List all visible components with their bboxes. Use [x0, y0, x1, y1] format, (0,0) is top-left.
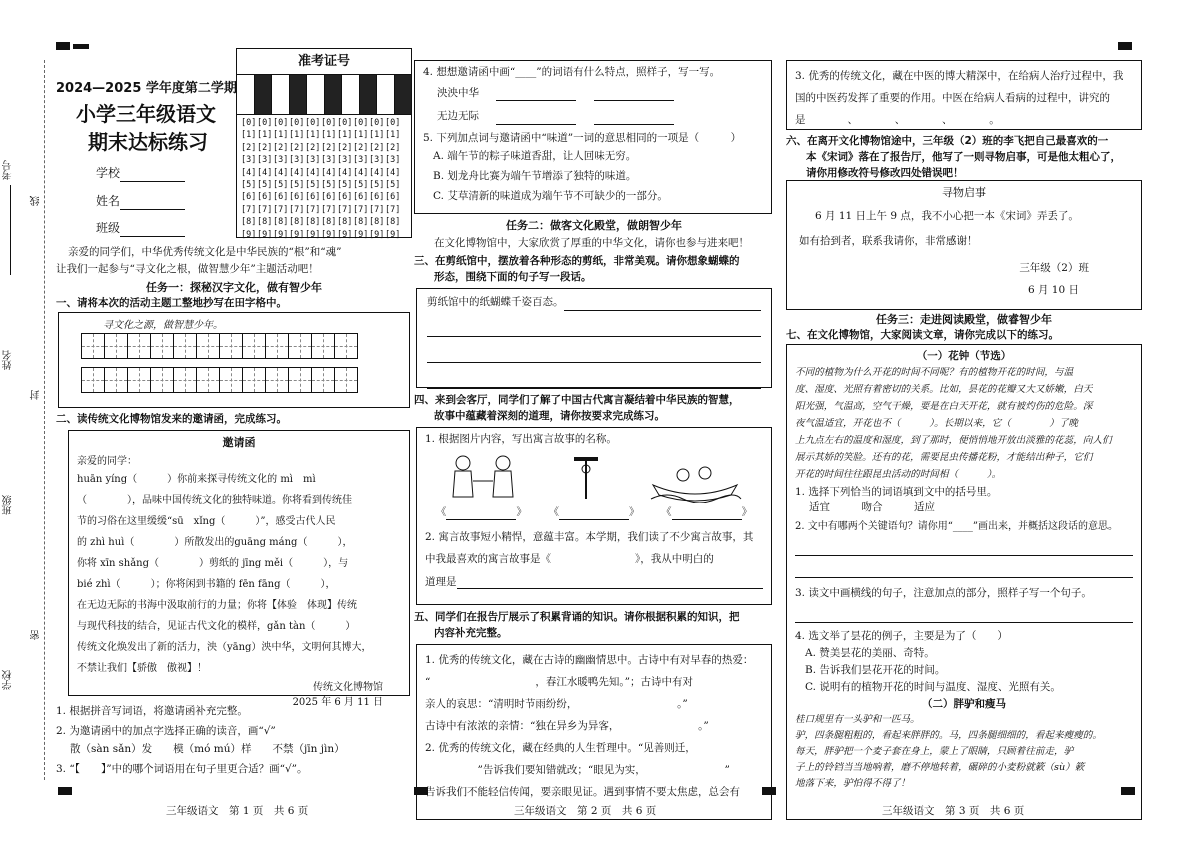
r2-answer-line[interactable]	[795, 562, 1133, 578]
admission-digit-cell[interactable]: [6]	[337, 192, 353, 203]
lost-notice-box[interactable]	[786, 180, 1142, 310]
q6-heading-c: 请你用修改符号修改四处错误吧！	[806, 167, 964, 179]
school-input[interactable]	[120, 170, 185, 182]
q3-start-sentence: 剪纸馆中的纸蝴蝶千姿百态。	[427, 296, 564, 308]
admission-digit-cell[interactable]: [4]	[385, 167, 401, 178]
tianzige-cell[interactable]	[150, 367, 174, 393]
admission-digit-cell[interactable]: [9]	[337, 229, 353, 240]
invitation-body	[77, 469, 401, 679]
admission-digit-cell[interactable]: [4]	[273, 167, 289, 178]
q3-medicine-c[interactable]: 是 、 、 、 。	[795, 114, 1000, 126]
side-label-kaohao: 考号	[3, 160, 14, 180]
passage1-line: 度、湿度、光照有着密切的关系。比如，昙花的花瓣又大又娇嫩，白天	[795, 384, 1093, 396]
r3-answer-line[interactable]	[795, 607, 1133, 623]
admission-digit-cell[interactable]: [6]	[241, 192, 257, 203]
field-school: 学校	[96, 165, 185, 182]
q4-example-b: 无边无际	[437, 110, 479, 123]
admission-digit-cell[interactable]: [7]	[257, 204, 273, 215]
invitation-line: 传统文化焕发出了新的活力，泱（yāng）泱中华，文明何其博大，	[77, 642, 372, 654]
side-label-banji: 班级	[3, 495, 14, 515]
q5b-1b[interactable]: “ ，春江水暖鸭先知。”；古诗中有对	[425, 676, 693, 688]
admission-digit-cell[interactable]: [6]	[257, 192, 273, 203]
tianzige-cell[interactable]	[150, 333, 174, 359]
admission-number-title: 准考证号	[237, 49, 411, 75]
q6-heading-a: 六、在离开文化博物馆途中，三年级（2）班的李飞把自己最喜欢的一	[786, 135, 1109, 147]
tianzige-cell[interactable]	[196, 333, 220, 359]
admission-digit-cell[interactable]: [3]	[385, 155, 401, 166]
admission-digit-cell[interactable]: [2]	[257, 142, 273, 153]
q3-heading-a: 三、在剪纸馆中，摆放着各种形态的剪纸，非常美观。请你想象蝴蝶的	[414, 255, 740, 267]
passage2-body	[795, 712, 1133, 792]
admission-digit-cell[interactable]: [7]	[369, 204, 385, 215]
admission-digit-cell[interactable]: [7]	[241, 204, 257, 215]
admission-digit-cell[interactable]: [1]	[289, 130, 305, 141]
admission-digit-cell[interactable]: [0]	[353, 118, 369, 128]
admission-digit-cell[interactable]: [8]	[241, 217, 257, 228]
admission-digit-cell[interactable]: [2]	[337, 142, 353, 153]
admission-digit-cell[interactable]: [4]	[305, 167, 321, 178]
admission-digit-cell[interactable]: [2]	[273, 142, 289, 153]
side-label-feng: 封	[31, 390, 42, 400]
admission-digit-cell[interactable]: [7]	[337, 204, 353, 215]
tianzige-cell[interactable]	[81, 333, 105, 359]
passage2-line: 驴，四条腿粗粗的，看起来胖胖的。马，四条腿细细的，看起来瘦瘦的。	[795, 729, 1102, 741]
admission-digit-cell[interactable]: [5]	[337, 180, 353, 191]
passage1-line: 阳光强，气温高，空气干燥，要是在白天开花，就有被灼伤的危险。深	[795, 401, 1093, 413]
tianzige-cell[interactable]	[288, 333, 312, 359]
q3-medicine-b: 国的中医药发挥了重要的作用。中医在给病人看病的过程中，讲究的	[795, 92, 1110, 104]
admission-digit-cell[interactable]: [6]	[305, 192, 321, 203]
invitation-line: 与现代科技的结合，见证古代文化的模样，gǎn tàn（ ）	[77, 621, 356, 633]
r4-options[interactable]	[805, 645, 1133, 696]
notice-title: 寻物启事	[942, 186, 986, 199]
admission-digit-cell[interactable]: [7]	[273, 204, 289, 215]
tianzige-cell[interactable]	[334, 333, 358, 359]
tianzige-cell[interactable]	[311, 367, 335, 393]
admission-digit-cell[interactable]: [6]	[273, 192, 289, 203]
q4b-sub2c: 道理是	[425, 575, 457, 588]
task2-heading: 任务二：做客文化殿堂，做朗智少年	[506, 219, 682, 232]
admission-digit-cell[interactable]: [9]	[289, 229, 305, 240]
field-class: 班级	[96, 220, 185, 237]
page3-footer: 三年级语文 第 3 页 共 6 页	[882, 804, 1025, 817]
admission-digit-cell[interactable]: [9]	[241, 229, 257, 240]
q2-sub2-items[interactable]: 散（sàn sǎn）发 模（mó mú）样 不禁（jīn jìn）	[70, 743, 345, 755]
tianzige-cell[interactable]	[104, 333, 128, 359]
page2-footer: 三年级语文 第 2 页 共 6 页	[514, 804, 657, 817]
invitation-greeting: 亲爱的同学：	[77, 455, 137, 467]
tianzige-cell[interactable]	[219, 333, 243, 359]
admission-digit-cell[interactable]: [5]	[353, 180, 369, 191]
q5-option: A. 端午节的粽子味道香甜，让人回味无穷。	[433, 149, 637, 162]
binding-strip	[0, 100, 48, 720]
q5b-box	[416, 644, 772, 820]
admission-digit-cell[interactable]: [4]	[289, 167, 305, 178]
tianzige-box	[58, 312, 410, 408]
invitation-line: 你将 xīn shǎng（ ）剪纸的 jīng měi（ ），与	[77, 558, 349, 570]
fable-pictures	[425, 451, 763, 503]
admission-digit-cell[interactable]: [5]	[241, 180, 257, 191]
admission-digit-cell[interactable]: [3]	[257, 155, 273, 166]
tianzige-cell[interactable]	[219, 367, 243, 393]
tianzige-cell[interactable]	[196, 367, 220, 393]
invitation-line: 节的习俗在这里缓缓“sū xǐng（ ）”，感受古代人民	[77, 516, 336, 528]
passage1-body	[795, 364, 1133, 483]
admission-digit-cell[interactable]: [9]	[273, 229, 289, 240]
admission-digit-cell[interactable]: [7]	[289, 204, 305, 215]
admission-digit-cell[interactable]: [7]	[385, 204, 401, 215]
invitation-line: 在无边无际的书海中汲取前行的力量；你将【体验 体现】传统	[77, 600, 357, 612]
admission-digit-cell[interactable]: [4]	[257, 167, 273, 178]
r3: 3. 读文中画横线的句子，注意加点的部分，照样子写一个句子。	[795, 587, 1092, 600]
admission-digit-cell[interactable]: [2]	[289, 142, 305, 153]
admission-digit-cell[interactable]: [3]	[289, 155, 305, 166]
passage1-line: 开花的时间往往跟昆虫活动的时间相（ ）。	[795, 469, 1002, 481]
admission-digit-cell[interactable]: [2]	[321, 142, 337, 153]
r4-option: A. 赞美昙花的美丽、奇特。	[805, 646, 935, 659]
admission-digit-cell[interactable]: [1]	[305, 130, 321, 141]
q4-answer[interactable]	[594, 89, 674, 101]
admission-digit-cell[interactable]: [3]	[273, 155, 289, 166]
admission-digit-cell[interactable]: [3]	[353, 155, 369, 166]
tianzige-row[interactable]	[81, 367, 357, 393]
q5b-1a: 1. 优秀的传统文化，藏在古诗的幽幽情思中。古诗中有对早春的热爱：	[425, 654, 754, 666]
q2-sub3: 3. “【 】”中的哪个词语用在句子里更合适？画“√”。	[56, 763, 308, 775]
notice-line1: 6 月 11 日上午 9 点，我不小心把一本《宋词》弄丢了。	[815, 209, 1079, 222]
admission-digit-cell[interactable]: [8]	[369, 217, 385, 228]
admission-digit-cell[interactable]: [8]	[305, 217, 321, 228]
q4b-heading-a: 四、来到会客厅，同学们了解了中国古代寓言凝结着中华民族的智慧，	[414, 394, 740, 406]
q5b-2b[interactable]: ”告诉我们要知错就改；“眼见为实， ”	[425, 764, 730, 776]
admission-digit-cell[interactable]: [0]	[369, 118, 385, 128]
tianzige-cell[interactable]	[288, 367, 312, 393]
q4-answer[interactable]	[496, 89, 576, 101]
admission-digit-cell[interactable]: [5]	[321, 180, 337, 191]
fable-name-blanks[interactable]: 《 》 《 》 《 》	[425, 505, 763, 520]
r4-option: B. 告诉我们昙花开花的时间。	[805, 663, 946, 676]
fable-picture-3	[647, 451, 743, 503]
admission-digit-cell[interactable]: [2]	[241, 142, 257, 153]
admission-digit-cell[interactable]: [1]	[257, 130, 273, 141]
task3-heading: 任务三：走进阅读殿堂，做睿智少年	[876, 313, 1052, 326]
admission-digit-cell[interactable]: [6]	[321, 192, 337, 203]
admission-digit-cell[interactable]: [5]	[289, 180, 305, 191]
admission-digit-cell[interactable]: [5]	[369, 180, 385, 191]
admission-digit-cell[interactable]: [9]	[257, 229, 273, 240]
page1-footer: 三年级语文 第 1 页 共 6 页	[166, 804, 309, 817]
admission-digit-grid[interactable]	[237, 115, 411, 243]
admission-digit-cell[interactable]: [7]	[321, 204, 337, 215]
fable-picture-2	[566, 451, 606, 503]
tianzige-cell[interactable]	[265, 367, 289, 393]
admission-digit-cell[interactable]: [4]	[369, 167, 385, 178]
admission-digit-cell[interactable]: [9]	[385, 229, 401, 240]
admission-digit-cell[interactable]: [8]	[385, 217, 401, 228]
admission-digit-cell[interactable]: [1]	[241, 130, 257, 141]
admission-digit-cell[interactable]: [4]	[353, 167, 369, 178]
admission-digit-cell[interactable]: [9]	[305, 229, 321, 240]
admission-digit-cell[interactable]: [1]	[353, 130, 369, 141]
admission-digit-cell[interactable]: [6]	[289, 192, 305, 203]
side-label-mi: 密	[31, 630, 42, 640]
invitation-title: 邀请函	[222, 436, 256, 449]
q4-example-a: 泱泱中华	[437, 87, 479, 100]
admission-digit-cell[interactable]: [5]	[273, 180, 289, 191]
admission-digit-cell[interactable]: [2]	[353, 142, 369, 153]
admission-digit-cell[interactable]: [8]	[321, 217, 337, 228]
tianzige-cell[interactable]	[334, 367, 358, 393]
admission-digit-cell[interactable]: [9]	[369, 229, 385, 240]
admission-digit-cell[interactable]: [8]	[273, 217, 289, 228]
r4: 4. 选文举了昙花的例子，主要是为了（ ）	[795, 630, 1008, 643]
q4-answer[interactable]	[594, 113, 674, 125]
admission-digit-cell[interactable]: [0]	[337, 118, 353, 128]
admission-digit-cell[interactable]: [4]	[321, 167, 337, 178]
tianzige-cell[interactable]	[173, 333, 197, 359]
q1-copy-text: 寻文化之源，做智慧少年。	[103, 320, 223, 331]
q7-heading: 七、在文化博物馆，大家阅读文章，请你完成以下的练习。	[786, 329, 1059, 341]
q3-writing-box[interactable]	[416, 288, 772, 388]
invitation-line: huān yíng（ ）你前来探寻传统文化的 mì mì	[77, 474, 316, 486]
admission-digit-cell[interactable]: [8]	[337, 217, 353, 228]
q5-option: C. 艾草清新的味道成为端午节不可缺少的一部分。	[433, 189, 668, 202]
admission-digit-cell[interactable]: [1]	[321, 130, 337, 141]
side-label-xian: 线	[31, 196, 42, 206]
tianzige-cell[interactable]	[127, 367, 151, 393]
fable-picture-1	[445, 451, 525, 503]
passage1-line: 上九点左右的温度和湿度，到了那时，便悄悄地开放出淡雅的花蕊，向人们	[795, 435, 1112, 447]
admission-digit-cell[interactable]: [9]	[353, 229, 369, 240]
admission-digit-cell[interactable]: [0]	[241, 118, 257, 128]
q4-q5-box	[414, 60, 772, 214]
q4b-box	[416, 427, 772, 605]
q5b-1c[interactable]: 亲人的哀思：“清明时节雨纷纷， 。”	[425, 698, 688, 710]
r2-answer-line[interactable]	[795, 540, 1133, 556]
admission-digit-cell[interactable]: [8]	[257, 217, 273, 228]
admission-digit-cell[interactable]: [3]	[305, 155, 321, 166]
q5-text: 5. 下列加点词与邀请函中“味道”一词的意思相同的一项是（ ）	[423, 131, 742, 144]
admission-number-box	[236, 48, 412, 238]
tianzige-cell[interactable]	[242, 367, 266, 393]
q2-sub2: 2. 为邀请函中的加点字选择正确的读音，画“√”	[56, 725, 276, 737]
title-line2: 期末达标练习	[88, 130, 208, 154]
invitation-box	[68, 430, 410, 708]
intro-line1: 亲爱的同学们，中华优秀传统文化是中华民族的“根”和“魂”	[68, 246, 342, 258]
q4b-sub2b[interactable]: 中我最喜欢的寓言故事是《 》，我从中明白的	[425, 552, 714, 565]
passage2-title: （二）胖驴和瘦马	[922, 697, 1006, 710]
admission-digit-cell[interactable]: [0]	[321, 118, 337, 128]
r4-option: C. 说明有的植物开花的时间与温度、湿度、光照有关。	[805, 680, 1061, 693]
page-3	[786, 40, 1142, 825]
title-line1: 小学三年级语文	[76, 102, 216, 126]
admission-digit-cell[interactable]: [0]	[289, 118, 305, 128]
reading-box	[786, 344, 1142, 820]
admission-digit-cell[interactable]: [2]	[305, 142, 321, 153]
tianzige-cell[interactable]	[311, 333, 335, 359]
q4-answer[interactable]	[496, 113, 576, 125]
q3-medicine-a: 3. 优秀的传统文化，藏在中医的博大精深中，在给病人治疗过程中，我	[795, 70, 1124, 82]
admission-digit-cell[interactable]: [5]	[257, 180, 273, 191]
invitation-date: 2025 年 6 月 11 日	[292, 696, 383, 708]
q2-sub1: 1. 根据拼音写词语，将邀请函补充完整。	[56, 705, 248, 717]
tianzige-cell[interactable]	[81, 367, 105, 393]
passage2-line: 地落下来，驴怕得不得了！	[795, 777, 911, 789]
q4b-heading-b: 故事中蕴藏着深刻的道理，请你按要求完成练习。	[434, 410, 665, 422]
admission-digit-cell[interactable]: [3]	[321, 155, 337, 166]
notice-line2: 如有拾到者，联系我请你，非常感谢！	[799, 235, 978, 248]
invitation-line: （ ），品味中国传统文化的独特味道。你将看到传统佳	[77, 495, 352, 507]
admission-digit-cell[interactable]: [8]	[289, 217, 305, 228]
invitation-sign: 传统文化博物馆	[313, 682, 383, 694]
fold-line	[44, 60, 45, 780]
intro-line2: 让我们一起参与“寻文化之根，做智慧少年”主题活动吧！	[56, 263, 319, 275]
notice-date: 6 月 10 日	[1027, 283, 1079, 296]
admission-digit-cell[interactable]: [2]	[385, 142, 401, 153]
tianzige-cell[interactable]	[265, 333, 289, 359]
admission-digit-cell[interactable]: [8]	[353, 217, 369, 228]
passage1-title: （一）花钟（节选）	[916, 350, 1012, 362]
passage2-line: 桂口规里有一头驴和一匹马。	[795, 713, 920, 725]
page-1	[56, 40, 412, 825]
q5-option: B. 划龙舟比赛为端午节增添了独特的味道。	[433, 169, 637, 182]
tianzige-cell[interactable]	[127, 333, 151, 359]
admission-digit-cell[interactable]: [0]	[385, 118, 401, 128]
admission-digit-cell[interactable]: [3]	[369, 155, 385, 166]
admission-digit-cell[interactable]: [0]	[257, 118, 273, 128]
admission-digit-cell[interactable]: [6]	[353, 192, 369, 203]
admission-digit-cell[interactable]: [0]	[273, 118, 289, 128]
q6-heading-b: 本《宋词》落在了报告厅，他写了一则寻物启事，可是他太粗心了，	[806, 151, 1121, 163]
q5b-2a[interactable]: 2. 优秀的传统文化，藏在经典的人生哲理中。“见善则迁，	[425, 742, 754, 754]
q4-text: 4. 想想邀请函中画“____”的词语有什么特点，照样子，写一写。	[423, 66, 721, 78]
r1-words: 适宜 吻合 适应	[809, 501, 935, 514]
r2: 2. 文中有哪两个关键语句？请你用“____”画出来，并概括这段话的意思。	[795, 520, 1118, 532]
page-2	[414, 40, 774, 825]
admission-digit-cell[interactable]: [5]	[385, 180, 401, 191]
q4b-sub2a: 2. 寓言故事短小精悍，意蕴丰富。本学期，我们读了不少寓言故事，其	[425, 531, 754, 544]
q2-heading: 二、读传统文化博物馆发来的邀请函，完成练习。	[56, 413, 287, 425]
admission-digit-cell[interactable]: [3]	[241, 155, 257, 166]
admission-header-stripes	[237, 75, 411, 115]
admission-digit-cell[interactable]: [5]	[305, 180, 321, 191]
invitation-line: 不禁让我们【骄傲 傲视】！	[77, 663, 207, 675]
side-line	[10, 185, 11, 275]
field-name: 姓名	[96, 193, 185, 210]
admission-digit-cell[interactable]: [0]	[305, 118, 321, 128]
admission-digit-cell[interactable]: [4]	[337, 167, 353, 178]
q5b-1d[interactable]: 古诗中有浓浓的亲情：“独在异乡为异客， 。”	[425, 720, 709, 732]
q4b-sub1: 1. 根据图片内容，写出寓言故事的名称。	[425, 433, 617, 445]
q5b-2c: 告诉我们不能轻信传闻，要亲眼见证。遇到事情不要太焦虑，总会有	[425, 786, 740, 798]
admission-digit-cell[interactable]: [3]	[337, 155, 353, 166]
year-term: 2024—2025 学年度第二学期	[56, 81, 237, 96]
invitation-line: bié zhì（ ）；你将闲到书籍的 fēn fāng（ ），	[77, 579, 336, 591]
q1-heading: 一、请将本次的活动主题工整地抄写在田字格中。	[56, 297, 287, 309]
passage1-line: 夜气温适宜，开花也不（ ）。长期以来，它（ ）了晚	[795, 418, 1079, 430]
admission-digit-cell[interactable]: [7]	[305, 204, 321, 215]
q5b-heading-a: 五、同学们在报告厅展示了积累背诵的知识。请你根据积累的知识，把	[414, 611, 740, 623]
name-input[interactable]	[120, 198, 185, 210]
admission-digit-cell[interactable]: [4]	[241, 167, 257, 178]
task1-heading: 任务一：探秘汉字文化，做有智少年	[146, 281, 322, 294]
task2-intro: 在文化博物馆中，大家欣赏了厚重的中华文化，请你也参与进来吧！	[434, 237, 749, 249]
side-label-xingming: 姓名	[3, 350, 14, 370]
tianzige-cell[interactable]	[104, 367, 128, 393]
passage1-line: 展示其娇的笑脸。还有的花，需要昆虫传播花粉，才能结出种子，它们	[795, 452, 1093, 464]
q5-options[interactable]	[433, 146, 763, 206]
q3-medicine-box	[786, 60, 1142, 130]
admission-digit-cell[interactable]: [1]	[337, 130, 353, 141]
passage2-line: 每天，胖驴把一个麦子套在身上，蒙上了眼睛，只顾着往前走，驴	[795, 745, 1074, 757]
invitation-line: 的 zhì huì（ ）所散发出的guāng máng（ ），	[77, 537, 353, 549]
admission-digit-cell[interactable]: [6]	[369, 192, 385, 203]
notice-sign: 三年级（2）班	[1019, 262, 1089, 275]
class-input[interactable]	[120, 225, 185, 237]
q3-heading-b: 形态，围绕下面的句子写一段话。	[434, 271, 592, 283]
admission-digit-cell[interactable]: [9]	[321, 229, 337, 240]
admission-digit-cell[interactable]: [1]	[385, 130, 401, 141]
admission-digit-cell[interactable]: [7]	[353, 204, 369, 215]
tianzige-row[interactable]	[81, 333, 357, 359]
passage2-line: 子上的铃铛当当地响着，磨不停地转着，碾碎的小麦粉就簌（sù）簌	[795, 761, 1085, 773]
admission-digit-cell[interactable]: [2]	[369, 142, 385, 153]
tianzige-cell[interactable]	[173, 367, 197, 393]
admission-digit-cell[interactable]: [1]	[273, 130, 289, 141]
q5b-heading-b: 内容补充完整。	[434, 627, 508, 639]
admission-digit-cell[interactable]: [1]	[369, 130, 385, 141]
tianzige-cell[interactable]	[242, 333, 266, 359]
side-label-xuexiao: 学校	[3, 670, 14, 690]
admission-digit-cell[interactable]: [6]	[385, 192, 401, 203]
r1: 1. 选择下列恰当的词语填到文中的括号里。	[795, 486, 998, 499]
passage1-line: 不同的植物为什么开花的时间不同呢？有的植物开花的时间，与温	[795, 367, 1074, 379]
